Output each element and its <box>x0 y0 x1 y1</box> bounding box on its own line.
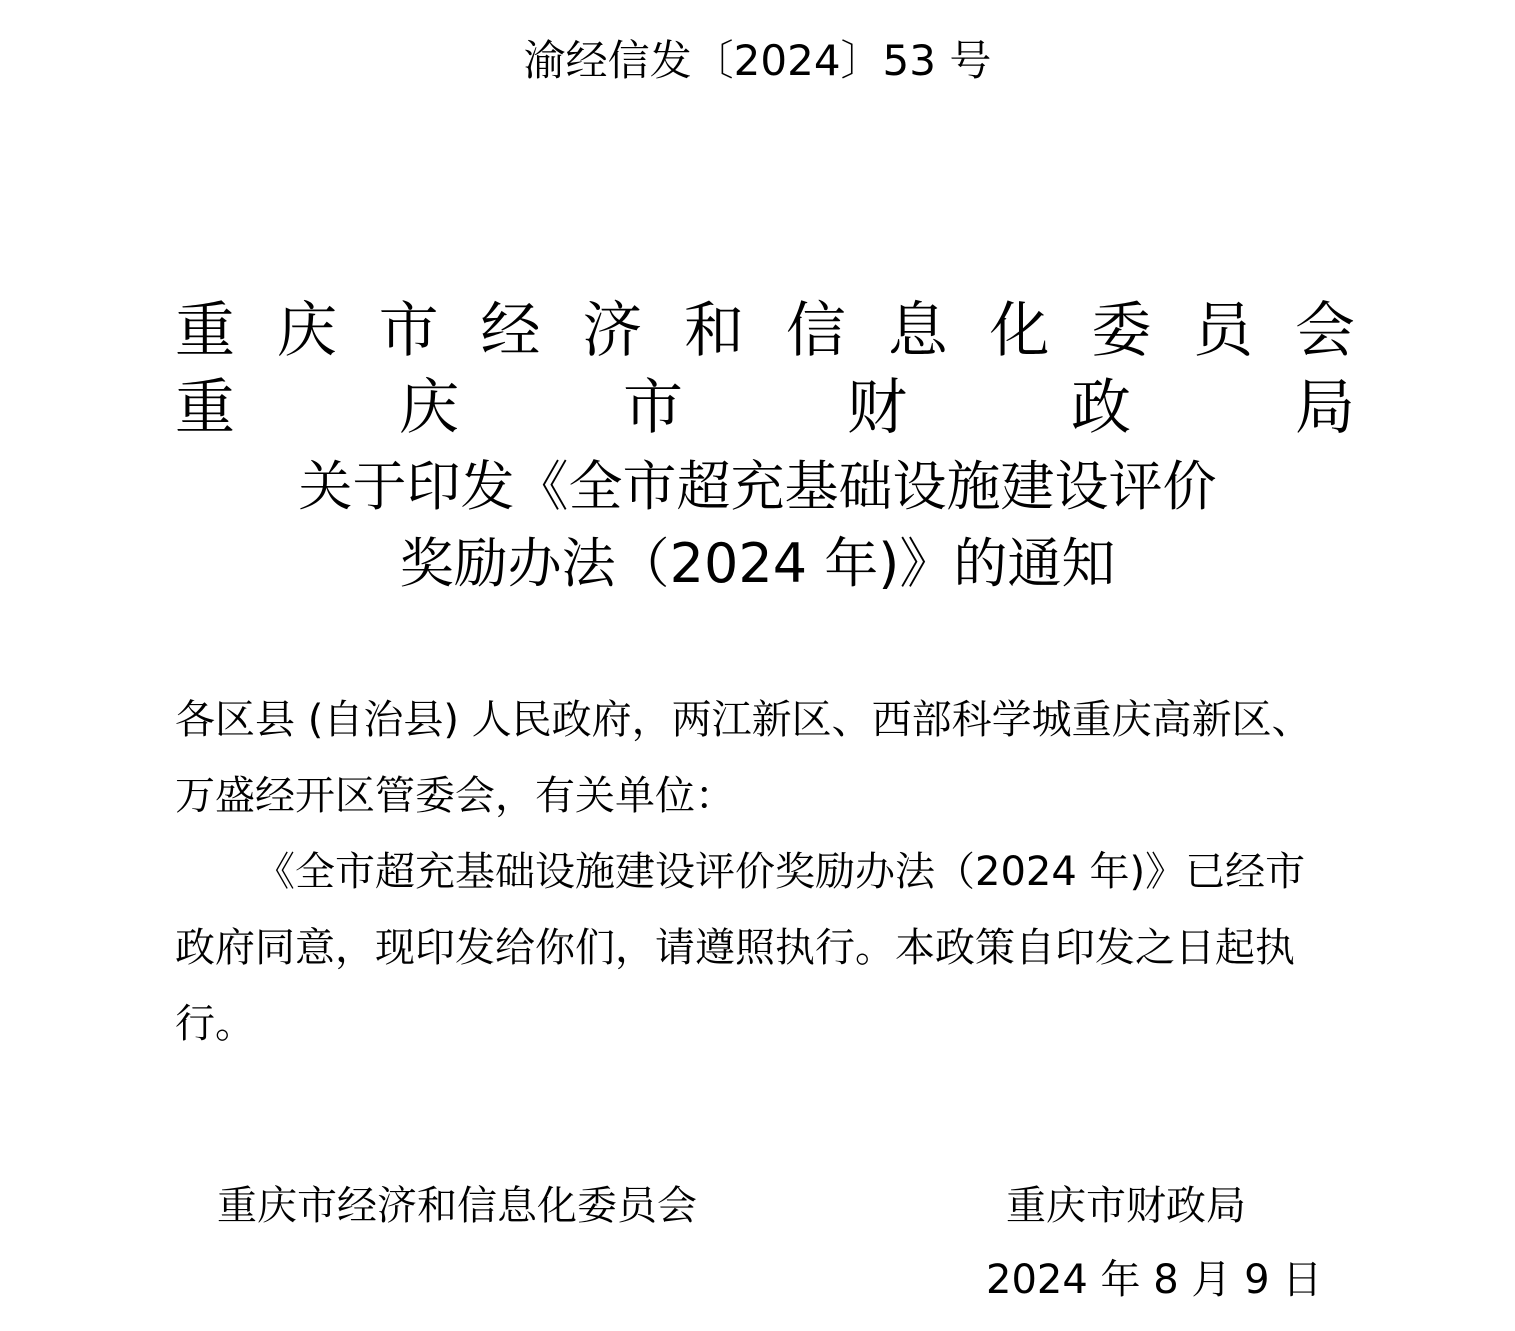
document-title-line-2: 奖励办法（2024 年)》的通知 <box>399 532 1116 595</box>
signature-finance-bureau: 重庆市财政局 <box>1006 1183 1246 1229</box>
issuer-char: 局 <box>1295 373 1355 443</box>
document-title-line-1: 关于印发《全市超充基础设施建设评价 <box>298 455 1217 518</box>
issuer-char: 市 <box>623 373 683 443</box>
issuer-line-economy-commission <box>175 295 1355 367</box>
addressee-line-1: 各区县 (自治县) 人民政府，两江新区、西部科学城重庆高新区、 <box>175 697 1312 743</box>
issuer-char: 重 <box>175 296 235 366</box>
document-number: 渝经信发〔2024〕53 号 <box>523 36 992 85</box>
issuer-char: 庆 <box>276 296 337 366</box>
body-line-1: 《全市超充基础设施建设评价奖励办法（2024 年)》已经市 <box>255 849 1306 895</box>
signature-date: 2024 年 8 月 9 日 <box>986 1257 1323 1303</box>
issuer-char: 员 <box>1193 296 1254 366</box>
issuer-char: 息 <box>887 296 948 366</box>
issuer-line-finance-bureau <box>175 372 1355 444</box>
issuer-char: 市 <box>378 296 439 366</box>
issuer-char: 政 <box>1071 373 1131 443</box>
issuer-char: 委 <box>1091 296 1152 366</box>
issuer-char: 财 <box>847 373 907 443</box>
body-paragraph <box>175 834 1355 1062</box>
body-line-3: 行。 <box>175 1001 255 1047</box>
issuer-char: 济 <box>582 296 643 366</box>
addressee-line-2: 万盛经开区管委会，有关单位： <box>175 773 735 819</box>
body-line-2: 政府同意，现印发给你们，请遵照执行。本政策自印发之日起执 <box>175 925 1295 971</box>
issuer-char: 庆 <box>399 373 459 443</box>
issuer-char: 会 <box>1294 296 1355 366</box>
issuer-char: 信 <box>785 296 846 366</box>
issuer-char: 化 <box>989 296 1050 366</box>
issuer-char: 经 <box>480 296 541 366</box>
issuer-char: 重 <box>175 373 235 443</box>
issuer-char: 和 <box>684 296 745 366</box>
signature-economy-commission: 重庆市经济和信息化委员会 <box>217 1183 697 1229</box>
addressee <box>175 682 1355 834</box>
